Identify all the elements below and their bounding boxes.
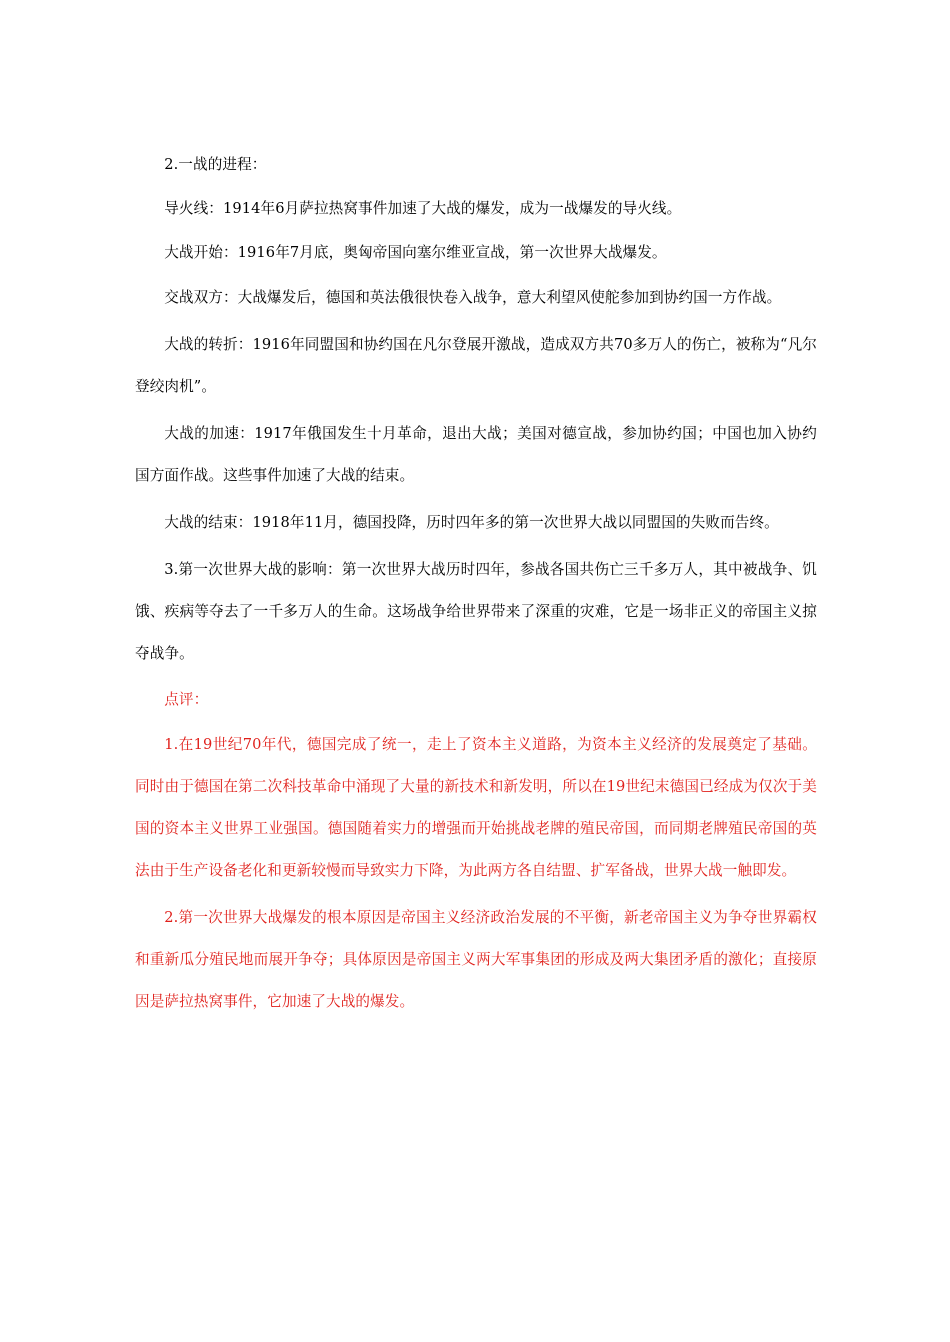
comment-heading: 点评： bbox=[164, 691, 209, 708]
document-body bbox=[135, 145, 817, 1028]
comment-point-2: 2.第一次世界大战爆发的根本原因是帝国主义经济政治发展的不平衡，新老帝国主义为争夺世界霸权和重新瓜分殖民地而展开争夺；具体原因是帝国主义两大军事集团的形成及两大集团矛盾的激化；直接原因是萨拉热窝事件，它加速了大战的爆发。 bbox=[135, 909, 817, 1010]
comment-point-1: 1.在19世纪70年代，德国完成了统一，走上了资本主义道路，为资本主义经济的发展奠定了基础。同时由于德国在第二次科技革命中涌现了大量的新技术和新发明，所以在19世纪末德国已经成为仅次于美国的资本主义世界工业强国。德国随着实力的增强而开始挑战老牌的殖民帝国，而同期老牌殖民帝国的英法由于生产设备老化和更新较慢而导致实力下降，为此两方各自结盟、扩军备战，世界大战一触即发。 bbox=[135, 736, 817, 879]
paragraph-acceleration: 大战的加速：1917年俄国发生十月革命，退出大战；美国对德宣战，参加协约国；中国也加入协约国方面作战。这些事件加速了大战的结束。 bbox=[135, 425, 817, 484]
section-impact: 3.第一次世界大战的影响：第一次世界大战历时四年，参战各国共伤亡三千多万人，其中被战争、饥饿、疾病等夺去了一千多万人的生命。这场战争给世界带来了深重的灾难，它是一场非正义的帝国主义掠夺战争。 bbox=[135, 561, 817, 662]
paragraph-fuse: 导火线：1914年6月萨拉热窝事件加速了大战的爆发，成为一战爆发的导火线。 bbox=[164, 200, 682, 217]
paragraph-belligerents: 交战双方：大战爆发后，德国和英法俄很快卷入战争，意大利望风使舵参加到协约国一方作战。 bbox=[164, 289, 782, 306]
paragraph-war-start: 大战开始：1916年7月底，奥匈帝国向塞尔维亚宣战，第一次世界大战爆发。 bbox=[164, 244, 667, 261]
section-heading-progress: 2.一战的进程： bbox=[164, 156, 267, 173]
paragraph-war-end: 大战的结束：1918年11月，德国投降，历时四年多的第一次世界大战以同盟国的失败而告终。 bbox=[164, 514, 779, 531]
paragraph-turning-point: 大战的转折：1916年同盟国和协约国在凡尔登展开激战，造成双方共70多万人的伤亡，被称为“凡尔登绞肉机”。 bbox=[135, 336, 817, 395]
